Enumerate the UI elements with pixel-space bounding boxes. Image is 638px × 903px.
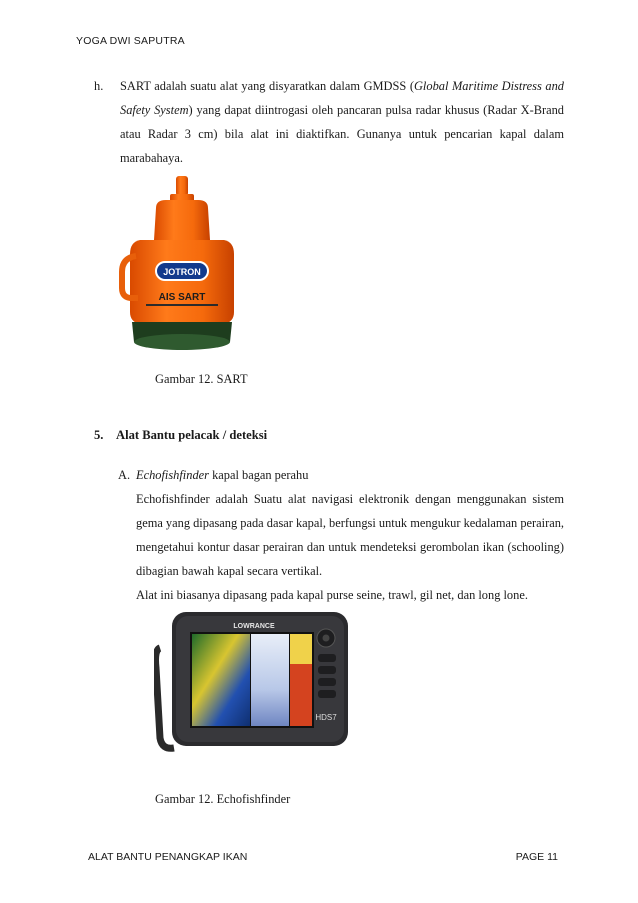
sart-antenna-tip — [176, 176, 188, 196]
screen-sonar-panel — [251, 634, 289, 726]
figure-caption-sart: Gambar 12. SART — [155, 372, 248, 386]
item-h-text — [120, 74, 564, 170]
list-item-h — [94, 74, 564, 170]
sart-label-underline — [146, 304, 218, 306]
section-heading — [94, 428, 267, 443]
screen-depth-band — [290, 634, 312, 664]
sub-item-paragraph-2: Alat ini biasanya dipasang pada kapal purse seine, trawl, gil net, dan long lone. — [136, 588, 528, 602]
device-brand-text: LOWRANCE — [233, 623, 275, 630]
section-title-text: Alat Bantu pelacak / deteksi — [116, 428, 268, 442]
sart-body — [130, 240, 234, 324]
page-header: YOGA DWI SAPUTRA — [76, 35, 185, 47]
list-marker: h. — [94, 79, 104, 93]
control-dpad-center — [323, 635, 330, 642]
footer-title: ALAT BANTU PENANGKAP IKAN — [88, 851, 248, 863]
sub-item-paragraph-1: Echofishfinder adalah Suatu alat navigasi elektronik dengan menggunakan sistem gema yang dipasang pada dasar kapal, berfungsi untuk mengukur kedalaman perairan, mengetahui kontur dasar perairan dan untuk mendeteksi gerombolan ikan (schooling) dibagian bawah kapal secara vertikal. — [136, 492, 565, 578]
sart-brand-text: JOTRON — [163, 267, 201, 277]
control-button — [318, 666, 336, 674]
device-model-text: HDS7 — [315, 713, 337, 722]
sart-device-image — [116, 172, 244, 358]
control-button — [318, 654, 336, 662]
sub-item-heading-italic: Echofishfinder — [136, 468, 209, 482]
screen-map-panel — [192, 634, 250, 726]
sub-item-heading — [136, 463, 564, 487]
item-h-text-part1: SART adalah suatu alat yang disyaratkan dalam GMDSS ( — [120, 79, 414, 93]
sub-item-heading-rest: kapal bagan perahu — [208, 468, 309, 482]
sart-model-text: AIS SART — [158, 292, 206, 303]
control-button — [318, 678, 336, 686]
control-button — [318, 690, 336, 698]
mount-bracket — [156, 648, 175, 748]
sub-item-marker: A. — [118, 468, 131, 482]
item-h-text-part2: ) yang dapat diintrogasi oleh pancaran pulsa radar khusus (Radar X-Brand atau Radar 3 cm) bila alat ini diaktifkan. Gunanya untuk pencarian kapal dalam marabahaya. — [120, 103, 565, 165]
figure-caption-echofishfinder: Gambar 12. Echofishfinder — [155, 792, 291, 806]
item-h-italic-term: Global Maritime Distress and Safety System — [120, 79, 564, 117]
footer-page-number: PAGE 11 — [515, 851, 558, 863]
sub-item-a — [118, 463, 564, 607]
section-number: 5. — [94, 428, 104, 442]
echofishfinder-device-image — [154, 608, 354, 758]
sart-base-rim — [134, 334, 230, 350]
sart-neck — [154, 200, 210, 240]
